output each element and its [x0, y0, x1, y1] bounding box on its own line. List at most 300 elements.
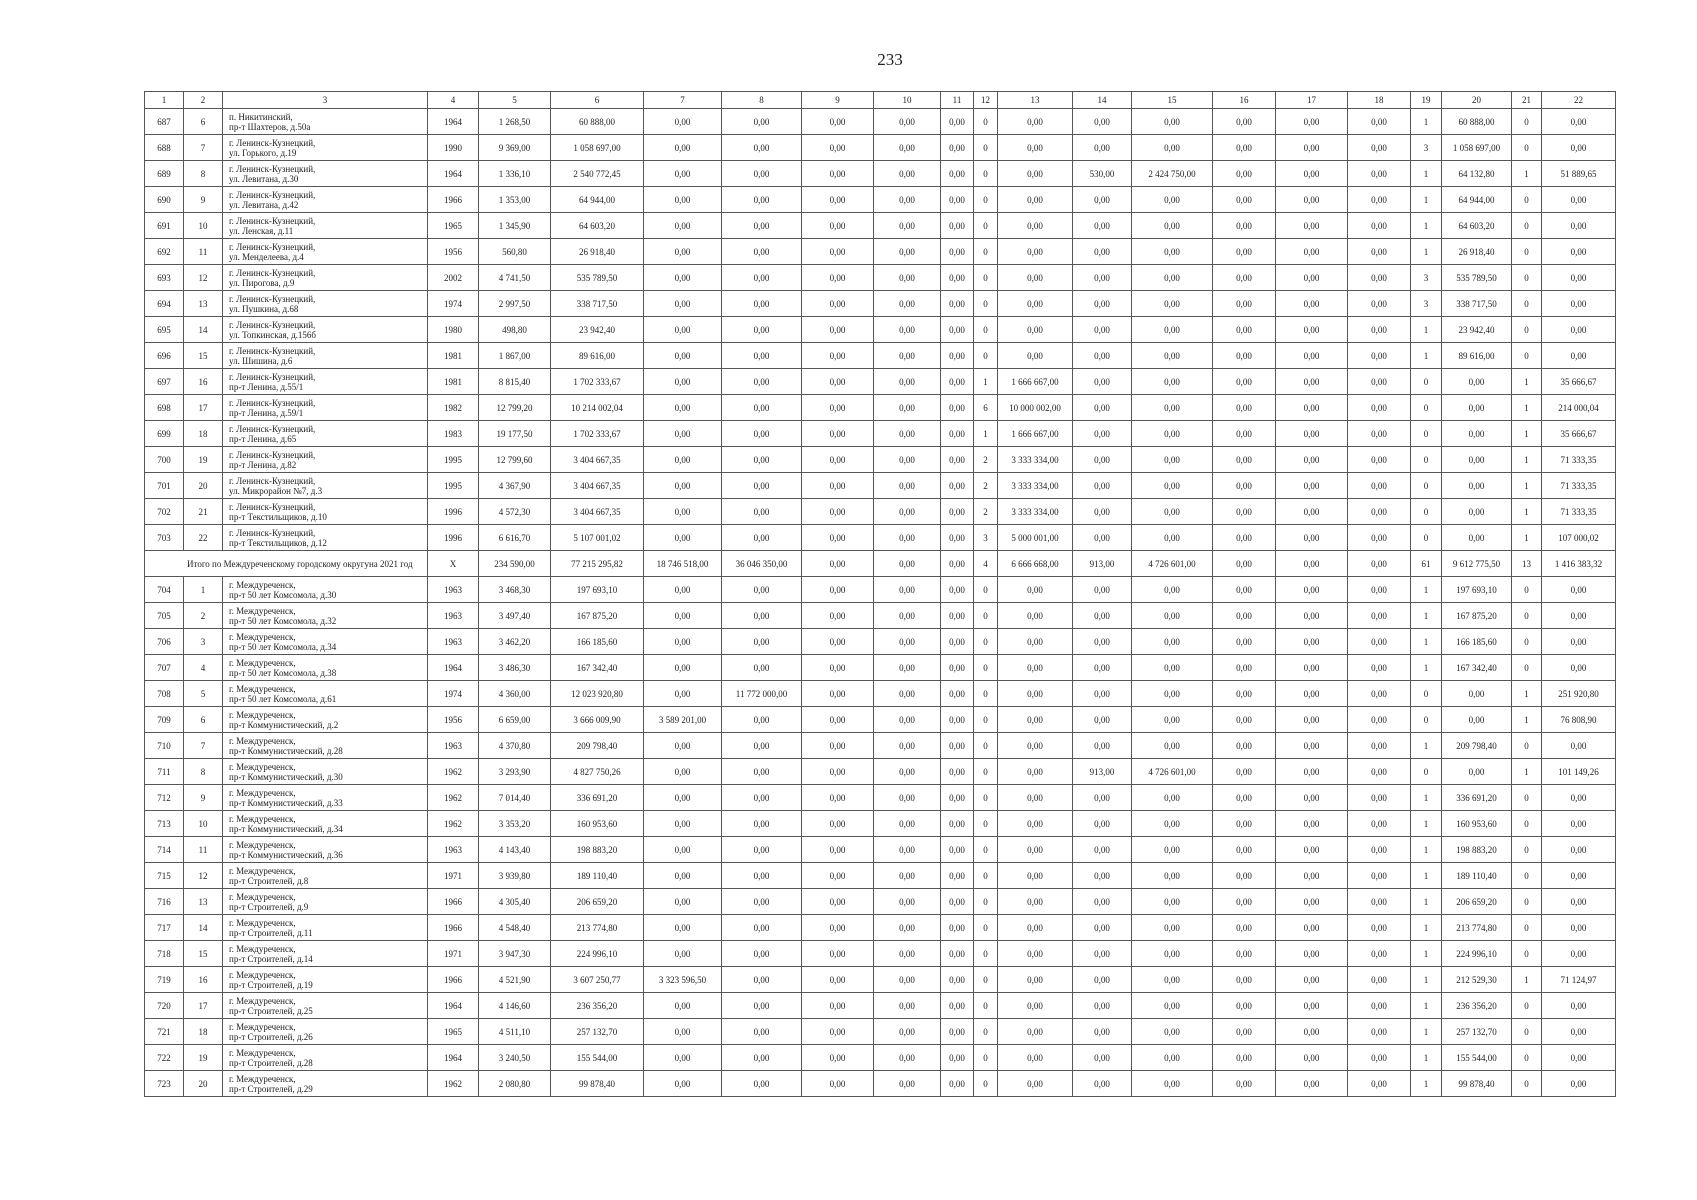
local-number-cell: 14	[184, 317, 223, 343]
value-cell-5: 4 548,40	[479, 915, 551, 941]
table-row	[145, 239, 1616, 265]
address-line2: ул. Топкинская, д.156б	[229, 329, 317, 340]
value-cell-10: 0,00	[874, 1071, 941, 1097]
value-cell-5: 3 293,90	[479, 759, 551, 785]
table-row	[145, 1019, 1616, 1045]
local-number-cell: 21	[184, 499, 223, 525]
value-cell-16: 0,00	[1213, 681, 1276, 707]
value-cell-22: 0,00	[1542, 837, 1616, 863]
value-cell-11: 0,00	[941, 603, 974, 629]
address-line1: г. Междуреченск,	[229, 709, 296, 720]
value-cell-11: 0,00	[941, 291, 974, 317]
value-cell-15: 0,00	[1132, 369, 1213, 395]
value-cell-21: 0	[1512, 863, 1542, 889]
value-cell-22: 71 333,35	[1542, 447, 1616, 473]
value-cell-10: 0,00	[874, 109, 941, 135]
value-cell-6: 3 404 667,35	[551, 447, 644, 473]
value-cell-5: 4 511,10	[479, 1019, 551, 1045]
value-cell-5: 12 799,20	[479, 395, 551, 421]
address-line2: ул. Ленская, д.11	[229, 225, 294, 236]
value-cell-5: 7 014,40	[479, 785, 551, 811]
value-cell-8: 0,00	[722, 837, 802, 863]
value-cell-21: 1	[1512, 681, 1542, 707]
value-cell-17: 0,00	[1276, 109, 1348, 135]
value-cell-13: 0,00	[998, 993, 1073, 1019]
value-cell-18: 0,00	[1348, 967, 1411, 993]
address-line2: пр-т Ленина, д.59/1	[229, 407, 304, 418]
value-cell-16: 0,00	[1213, 915, 1276, 941]
value-cell-19: 1	[1411, 785, 1442, 811]
value-cell-16: 0,00	[1213, 837, 1276, 863]
value-cell-10: 0,00	[874, 889, 941, 915]
row-number-cell: 703	[145, 525, 184, 551]
value-cell-8: 0,00	[722, 1071, 802, 1097]
total-row	[145, 551, 1616, 577]
value-cell-6: 1 058 697,00	[551, 135, 644, 161]
value-cell-6: 3 404 667,35	[551, 499, 644, 525]
value-cell-21: 0	[1512, 577, 1542, 603]
value-cell-22: 1 416 383,32	[1542, 551, 1616, 577]
value-cell-6: 160 953,60	[551, 811, 644, 837]
value-cell-21: 0	[1512, 733, 1542, 759]
value-cell-10: 0,00	[874, 967, 941, 993]
table-row	[145, 369, 1616, 395]
table-row	[145, 941, 1616, 967]
address-cell	[223, 447, 428, 473]
row-number-cell: 688	[145, 135, 184, 161]
value-cell-20: 0,00	[1442, 525, 1512, 551]
value-cell-18: 0,00	[1348, 525, 1411, 551]
value-cell-8: 0,00	[722, 785, 802, 811]
value-cell-7: 0,00	[644, 239, 722, 265]
value-cell-6: 10 214 002,04	[551, 395, 644, 421]
address-line1: г. Междуреченск,	[229, 787, 296, 798]
value-cell-19: 1	[1411, 941, 1442, 967]
value-cell-10: 0,00	[874, 629, 941, 655]
row-number-cell: 702	[145, 499, 184, 525]
page-number: 233	[877, 50, 903, 69]
address-cell	[223, 603, 428, 629]
value-cell-6: 1 702 333,67	[551, 369, 644, 395]
address-cell	[223, 733, 428, 759]
value-cell-5: 4 741,50	[479, 265, 551, 291]
value-cell-6: 155 544,00	[551, 1045, 644, 1071]
value-cell-5: 3 353,20	[479, 811, 551, 837]
local-number-cell: 8	[184, 161, 223, 187]
value-cell-9: 0,00	[802, 681, 874, 707]
value-cell-21: 0	[1512, 343, 1542, 369]
row-number-cell: 692	[145, 239, 184, 265]
value-cell-5: 8 815,40	[479, 369, 551, 395]
value-cell-15: 0,00	[1132, 681, 1213, 707]
local-number-cell: 12	[184, 863, 223, 889]
value-cell-9: 0,00	[802, 187, 874, 213]
table-row	[145, 447, 1616, 473]
value-cell-13: 0,00	[998, 577, 1073, 603]
value-cell-12: 0	[974, 239, 998, 265]
value-cell-16: 0,00	[1213, 291, 1276, 317]
value-cell-4: 1982	[428, 395, 479, 421]
value-cell-9: 0,00	[802, 785, 874, 811]
value-cell-9: 0,00	[802, 551, 874, 577]
value-cell-4: 1956	[428, 707, 479, 733]
value-cell-21: 13	[1512, 551, 1542, 577]
value-cell-10: 0,00	[874, 603, 941, 629]
address-line1: г. Ленинск-Кузнецкий,	[229, 319, 316, 330]
value-cell-22: 0,00	[1542, 811, 1616, 837]
value-cell-12: 0	[974, 109, 998, 135]
address-line1: г. Междуреченск,	[229, 943, 296, 954]
value-cell-7: 18 746 518,00	[644, 551, 722, 577]
local-number-cell: 11	[184, 837, 223, 863]
value-cell-8: 0,00	[722, 343, 802, 369]
address-cell	[223, 525, 428, 551]
value-cell-22: 0,00	[1542, 577, 1616, 603]
value-cell-17: 0,00	[1276, 343, 1348, 369]
value-cell-17: 0,00	[1276, 499, 1348, 525]
value-cell-6: 3 666 009,90	[551, 707, 644, 733]
value-cell-17: 0,00	[1276, 473, 1348, 499]
value-cell-10: 0,00	[874, 733, 941, 759]
value-cell-5: 560,80	[479, 239, 551, 265]
value-cell-16: 0,00	[1213, 395, 1276, 421]
value-cell-6: 189 110,40	[551, 863, 644, 889]
value-cell-8: 0,00	[722, 421, 802, 447]
address-cell	[223, 577, 428, 603]
column-header: 15	[1132, 92, 1213, 109]
column-header: 3	[223, 92, 428, 109]
value-cell-10: 0,00	[874, 499, 941, 525]
value-cell-15: 0,00	[1132, 187, 1213, 213]
value-cell-12: 0	[974, 161, 998, 187]
value-cell-8: 0,00	[722, 915, 802, 941]
value-cell-16: 0,00	[1213, 343, 1276, 369]
value-cell-15: 0,00	[1132, 395, 1213, 421]
value-cell-14: 0,00	[1073, 577, 1132, 603]
value-cell-18: 0,00	[1348, 655, 1411, 681]
value-cell-15: 0,00	[1132, 109, 1213, 135]
value-cell-15: 0,00	[1132, 499, 1213, 525]
local-number-cell: 9	[184, 187, 223, 213]
value-cell-21: 0	[1512, 1071, 1542, 1097]
value-cell-17: 0,00	[1276, 395, 1348, 421]
value-cell-12: 0	[974, 213, 998, 239]
value-cell-19: 1	[1411, 811, 1442, 837]
value-cell-11: 0,00	[941, 655, 974, 681]
table-row	[145, 707, 1616, 733]
value-cell-12: 0	[974, 707, 998, 733]
table-row	[145, 525, 1616, 551]
value-cell-5: 6 616,70	[479, 525, 551, 551]
column-header: 12	[974, 92, 998, 109]
address-line1: г. Междуреченск,	[229, 631, 296, 642]
value-cell-7: 0,00	[644, 109, 722, 135]
value-cell-12: 2	[974, 447, 998, 473]
value-cell-13: 0,00	[998, 785, 1073, 811]
value-cell-16: 0,00	[1213, 629, 1276, 655]
value-cell-4: 1963	[428, 629, 479, 655]
value-cell-20: 89 616,00	[1442, 343, 1512, 369]
value-cell-11: 0,00	[941, 447, 974, 473]
value-cell-14: 0,00	[1073, 265, 1132, 291]
value-cell-8: 0,00	[722, 967, 802, 993]
value-cell-14: 0,00	[1073, 603, 1132, 629]
value-cell-4: 1974	[428, 291, 479, 317]
column-header: 6	[551, 92, 644, 109]
address-line2: пр-т Строителей, д.9	[229, 901, 309, 912]
table-row	[145, 733, 1616, 759]
value-cell-9: 0,00	[802, 499, 874, 525]
value-cell-20: 0,00	[1442, 369, 1512, 395]
value-cell-12: 0	[974, 993, 998, 1019]
local-number-cell: 18	[184, 421, 223, 447]
value-cell-13: 0,00	[998, 135, 1073, 161]
value-cell-22: 101 149,26	[1542, 759, 1616, 785]
value-cell-6: 224 996,10	[551, 941, 644, 967]
value-cell-17: 0,00	[1276, 681, 1348, 707]
value-cell-11: 0,00	[941, 109, 974, 135]
table-row	[145, 759, 1616, 785]
table-row	[145, 577, 1616, 603]
value-cell-9: 0,00	[802, 213, 874, 239]
address-cell	[223, 915, 428, 941]
value-cell-20: 160 953,60	[1442, 811, 1512, 837]
value-cell-16: 0,00	[1213, 109, 1276, 135]
local-number-cell: 4	[184, 655, 223, 681]
value-cell-15: 0,00	[1132, 239, 1213, 265]
value-cell-10: 0,00	[874, 915, 941, 941]
value-cell-14: 0,00	[1073, 785, 1132, 811]
value-cell-12: 0	[974, 655, 998, 681]
value-cell-18: 0,00	[1348, 1019, 1411, 1045]
value-cell-6: 5 107 001,02	[551, 525, 644, 551]
value-cell-22: 0,00	[1542, 135, 1616, 161]
value-cell-4: 1981	[428, 369, 479, 395]
value-cell-5: 4 572,30	[479, 499, 551, 525]
value-cell-13: 0,00	[998, 1019, 1073, 1045]
address-line1: г. Ленинск-Кузнецкий,	[229, 423, 316, 434]
address-line2: ул. Горького, д.19	[229, 147, 297, 158]
value-cell-13: 5 000 001,00	[998, 525, 1073, 551]
value-cell-19: 1	[1411, 1019, 1442, 1045]
address-line2: пр-т Строителей, д.14	[229, 953, 313, 964]
value-cell-18: 0,00	[1348, 863, 1411, 889]
value-cell-15: 0,00	[1132, 135, 1213, 161]
address-line2: пр-т 50 лет Комсомола, д.30	[229, 589, 337, 600]
address-line2: пр-т Строителей, д.29	[229, 1083, 313, 1094]
local-number-cell: 19	[184, 1045, 223, 1071]
value-cell-6: 166 185,60	[551, 629, 644, 655]
value-cell-20: 197 693,10	[1442, 577, 1512, 603]
value-cell-13: 0,00	[998, 213, 1073, 239]
value-cell-12: 0	[974, 603, 998, 629]
value-cell-8: 36 046 350,00	[722, 551, 802, 577]
value-cell-4: 1983	[428, 421, 479, 447]
value-cell-7: 0,00	[644, 941, 722, 967]
value-cell-18: 0,00	[1348, 187, 1411, 213]
value-cell-5: 1 353,00	[479, 187, 551, 213]
column-header: 11	[941, 92, 974, 109]
value-cell-17: 0,00	[1276, 239, 1348, 265]
value-cell-12: 0	[974, 967, 998, 993]
value-cell-8: 0,00	[722, 447, 802, 473]
local-number-cell: 18	[184, 1019, 223, 1045]
value-cell-6: 99 878,40	[551, 1071, 644, 1097]
value-cell-19: 0	[1411, 707, 1442, 733]
value-cell-14: 0,00	[1073, 811, 1132, 837]
value-cell-14: 0,00	[1073, 369, 1132, 395]
row-number-cell: 697	[145, 369, 184, 395]
value-cell-9: 0,00	[802, 161, 874, 187]
address-cell	[223, 941, 428, 967]
table-row	[145, 291, 1616, 317]
column-header: 22	[1542, 92, 1616, 109]
column-header: 9	[802, 92, 874, 109]
value-cell-21: 0	[1512, 785, 1542, 811]
address-line2: ул. Пушкина, д.68	[229, 303, 299, 314]
address-line1: г. Ленинск-Кузнецкий,	[229, 397, 316, 408]
value-cell-7: 0,00	[644, 135, 722, 161]
value-cell-11: 0,00	[941, 187, 974, 213]
local-number-cell: 6	[184, 707, 223, 733]
value-cell-6: 535 789,50	[551, 265, 644, 291]
value-cell-16: 0,00	[1213, 785, 1276, 811]
value-cell-17: 0,00	[1276, 369, 1348, 395]
value-cell-6: 206 659,20	[551, 889, 644, 915]
value-cell-15: 2 424 750,00	[1132, 161, 1213, 187]
value-cell-9: 0,00	[802, 239, 874, 265]
value-cell-9: 0,00	[802, 577, 874, 603]
value-cell-12: 0	[974, 915, 998, 941]
address-line2: ул. Левитана, д.30	[229, 173, 299, 184]
value-cell-10: 0,00	[874, 447, 941, 473]
value-cell-18: 0,00	[1348, 811, 1411, 837]
value-cell-4: 1971	[428, 863, 479, 889]
value-cell-22: 0,00	[1542, 317, 1616, 343]
value-cell-20: 166 185,60	[1442, 629, 1512, 655]
value-cell-16: 0,00	[1213, 967, 1276, 993]
table-row	[145, 161, 1616, 187]
value-cell-7: 0,00	[644, 889, 722, 915]
value-cell-12: 0	[974, 941, 998, 967]
value-cell-4: 1980	[428, 317, 479, 343]
address-cell	[223, 239, 428, 265]
value-cell-4: 1965	[428, 1019, 479, 1045]
value-cell-4: 1971	[428, 941, 479, 967]
value-cell-21: 0	[1512, 837, 1542, 863]
value-cell-11: 0,00	[941, 239, 974, 265]
value-cell-18: 0,00	[1348, 915, 1411, 941]
address-cell	[223, 421, 428, 447]
value-cell-5: 19 177,50	[479, 421, 551, 447]
value-cell-7: 0,00	[644, 213, 722, 239]
value-cell-21: 1	[1512, 473, 1542, 499]
value-cell-21: 0	[1512, 811, 1542, 837]
value-cell-14: 0,00	[1073, 837, 1132, 863]
value-cell-8: 0,00	[722, 759, 802, 785]
value-cell-10: 0,00	[874, 239, 941, 265]
value-cell-6: 3 607 250,77	[551, 967, 644, 993]
value-cell-8: 0,00	[722, 577, 802, 603]
value-cell-16: 0,00	[1213, 525, 1276, 551]
column-header: 17	[1276, 92, 1348, 109]
value-cell-13: 0,00	[998, 109, 1073, 135]
table-row	[145, 811, 1616, 837]
value-cell-18: 0,00	[1348, 733, 1411, 759]
value-cell-21: 1	[1512, 967, 1542, 993]
value-cell-7: 0,00	[644, 447, 722, 473]
row-number-cell: 700	[145, 447, 184, 473]
value-cell-21: 1	[1512, 395, 1542, 421]
value-cell-22: 0,00	[1542, 1045, 1616, 1071]
address-cell	[223, 1019, 428, 1045]
column-header: 19	[1411, 92, 1442, 109]
value-cell-19: 0	[1411, 395, 1442, 421]
value-cell-11: 0,00	[941, 265, 974, 291]
table-row	[145, 655, 1616, 681]
value-cell-13: 0,00	[998, 915, 1073, 941]
value-cell-4: 1996	[428, 525, 479, 551]
local-number-cell: 20	[184, 473, 223, 499]
table-row	[145, 343, 1616, 369]
value-cell-15: 0,00	[1132, 915, 1213, 941]
value-cell-13: 6 666 668,00	[998, 551, 1073, 577]
value-cell-16: 0,00	[1213, 213, 1276, 239]
value-cell-4: 1966	[428, 187, 479, 213]
address-line1: г. Междуреченск,	[229, 891, 296, 902]
value-cell-11: 0,00	[941, 421, 974, 447]
row-number-cell: 699	[145, 421, 184, 447]
row-number-cell: 711	[145, 759, 184, 785]
value-cell-20: 212 529,30	[1442, 967, 1512, 993]
value-cell-16: 0,00	[1213, 603, 1276, 629]
value-cell-10: 0,00	[874, 135, 941, 161]
value-cell-7: 0,00	[644, 733, 722, 759]
value-cell-8: 0,00	[722, 213, 802, 239]
value-cell-14: 0,00	[1073, 681, 1132, 707]
value-cell-11: 0,00	[941, 577, 974, 603]
value-cell-21: 0	[1512, 239, 1542, 265]
value-cell-5: 6 659,00	[479, 707, 551, 733]
value-cell-6: 167 342,40	[551, 655, 644, 681]
address-line1: г. Ленинск-Кузнецкий,	[229, 345, 316, 356]
local-number-cell: 5	[184, 681, 223, 707]
value-cell-8: 0,00	[722, 187, 802, 213]
address-line1: г. Междуреченск,	[229, 917, 296, 928]
value-cell-8: 0,00	[722, 239, 802, 265]
value-cell-7: 0,00	[644, 473, 722, 499]
value-cell-5: 4 305,40	[479, 889, 551, 915]
value-cell-12: 0	[974, 785, 998, 811]
row-number-cell: 708	[145, 681, 184, 707]
value-cell-14: 0,00	[1073, 655, 1132, 681]
value-cell-22: 35 666,67	[1542, 421, 1616, 447]
column-header: 1	[145, 92, 184, 109]
value-cell-14: 0,00	[1073, 109, 1132, 135]
value-cell-17: 0,00	[1276, 785, 1348, 811]
address-line2: ул. Пирогова, д.9	[229, 277, 295, 288]
value-cell-16: 0,00	[1213, 473, 1276, 499]
value-cell-19: 1	[1411, 889, 1442, 915]
value-cell-14: 0,00	[1073, 967, 1132, 993]
local-number-cell: 9	[184, 785, 223, 811]
value-cell-4: 1966	[428, 967, 479, 993]
row-number-cell: 701	[145, 473, 184, 499]
value-cell-10: 0,00	[874, 1045, 941, 1071]
value-cell-17: 0,00	[1276, 915, 1348, 941]
value-cell-13: 1 666 667,00	[998, 369, 1073, 395]
value-cell-8: 0,00	[722, 369, 802, 395]
